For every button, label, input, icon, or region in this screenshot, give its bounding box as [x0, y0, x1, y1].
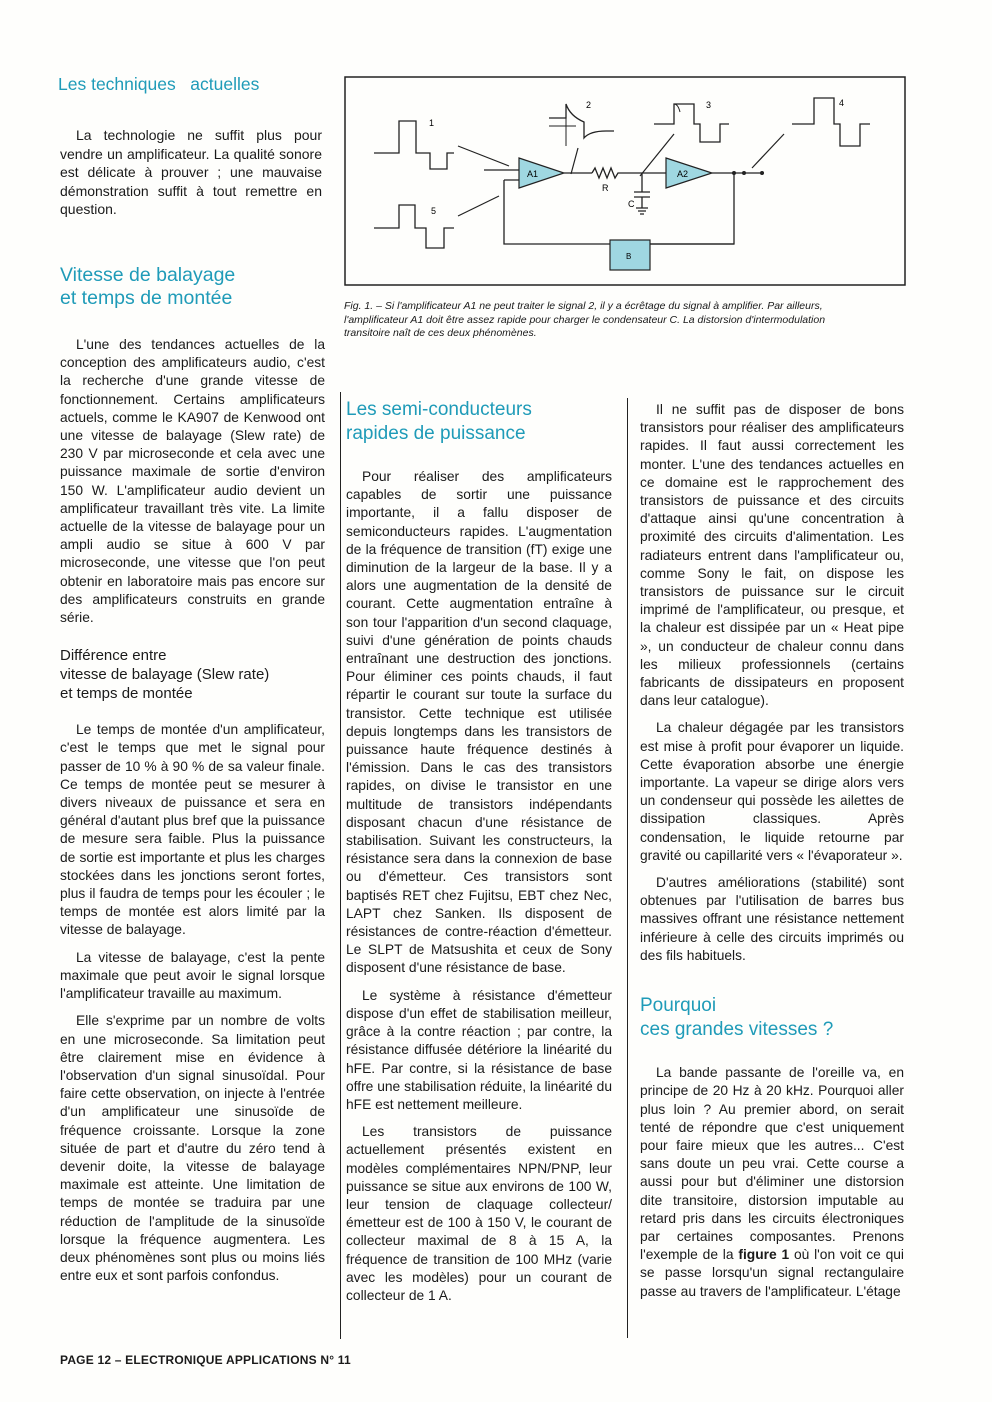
block-b-label: B — [626, 252, 632, 261]
resistor-label: R — [602, 183, 609, 193]
signal-2-label: 2 — [586, 100, 592, 110]
paragraph: La chaleur dégagée par les transistors est mise à profit pour évaporer un liquide. Cette évaporation absorbe une énergie importante. La vapeur se dirige alors vers un condenseur qui possède les ailettes de dissipation classiques. Après condensation, le liquide retourne par gravité ou capillarité vers « l'évaporateur ». — [640, 720, 904, 863]
subheading-line: vitesse de balayage (Slew rate) — [60, 666, 270, 684]
paragraph-text: où l'on voit ce qui se passe lorsqu'un signal rectangulaire passe au travers de l'amplificateur. L'étage — [640, 1247, 904, 1299]
signal-5-label: 5 — [431, 206, 437, 216]
section-heading-line: ces grandes vitesses ? — [640, 1019, 834, 1041]
section-heading-semiconducteurs — [346, 398, 612, 446]
caption-line-1: Fig. 1. – Si l'amplificateur A1 ne peut traiter le signal 2, il y a écrêtage du signal à amplifier. Par ailleurs, — [344, 300, 823, 312]
signal-3-waveform — [654, 104, 729, 142]
section-heading-pourquoi — [640, 994, 904, 1042]
page-footer: PAGE 12 – ELECTRONIQUE APPLICATIONS N° 11 — [60, 1353, 351, 1367]
amplifier-a2 — [666, 158, 712, 188]
amplifier-a1 — [519, 158, 564, 188]
signal-1-label: 1 — [429, 118, 435, 128]
paragraph: Le système à résistance d'émetteur dispose d'un effet de stabilisation meilleur, grâce à la contre réaction ; par contre, la résistance diffusée détériore la linéarité du hFE. Par contre, si la résistance de base offre une stabilisation réduite, la linéarité du hFE est nettement meilleure. — [346, 987, 612, 1112]
amplifier-a1-label: A1 — [527, 169, 539, 179]
figure-caption — [344, 300, 910, 341]
intro-heading: Les techniques actuelles — [58, 74, 260, 94]
figure-reference: figure 1 — [738, 1247, 790, 1263]
paragraph: Le temps de montée d'un amplificateur, c'est le temps que met le signal pour passer de 10 % à 90 % de sa valeur finale. Ce temps de montée peut se mesurer à divers niveaux de puissance et sera en général d'autant plus bref que la puissance de mesure sera faible. Plus la puissance de sortie est importante et plus les charges stockées dans les jonctions seront fortes, plus il faudra de temps pour les écouler ; le temps de montée est alors limité par la vitesse de balayage. — [60, 722, 325, 938]
signal-1-waveform — [374, 121, 454, 169]
paragraph: Les transistors de puissance actuellement présentés existent en modèles complémentaires NPN/PNP, leur puissance se situe aux environs de 100 W, leur tension de claquage collecteur/émetteur est de 100 à 150 V, le courant de collecteur maximal de 8 à 15 A, la fréquence de transition de 100 MHz (varie avec les modèles) pour un courant de collecteur de 1 A. — [346, 1124, 612, 1303]
signal-4-waveform — [792, 98, 870, 146]
section-heading-line: Pourquoi — [640, 995, 717, 1017]
intro-block — [58, 72, 330, 228]
subheading-difference — [60, 646, 325, 703]
signal-4-label: 4 — [839, 98, 845, 108]
column-rule — [340, 392, 341, 1339]
capacitor-label: C — [628, 199, 635, 209]
subheading-line: Différence entre — [60, 647, 167, 665]
column-rule — [627, 398, 628, 1338]
paragraph — [640, 1064, 904, 1301]
caption-line-2: l'amplificateur A1 doit être assez rapide pour charger le condensateur C. La distorsion d'intermodulation — [344, 313, 826, 326]
paragraph: Elle s'exprime par un nombre de volts en une microseconde. Sa limitation peut être clairement mise en évidence à l'observation d'un signal sinusoïdal. Pour faire cette observation, on injecte à l'entrée d'un amplificateur une sinusoïde de fréquence croissante. Lorsque la zone située de part et d'autre du zéro tend à devenir doite, la vitesse de balayage maximale est atteinte. Une limitation de temps de montée se traduira par une réduction de l'amplitude de la sinusoïde lorsque la fréquence augmentera. Les deux phénomènes sont plus ou moins liés entre eux et sont parfois confondus. — [60, 1013, 325, 1284]
subheading-line: et temps de montée — [60, 685, 193, 703]
section-heading-line: et temps de montée — [60, 287, 233, 309]
paragraph-text: La bande passante de l'oreille va, en principe de 20 Hz à 20 kHz. Pourquoi aller plus loin ? Au premier abord, on serait tenté de répondre que c'est uniquement pour faire mieux que les autres... C'est sans doute un peu vrai. Cette course a aussi pour but d'éliminer une distorsion dite transitoire, distorsion imputable au retard pris dans les circuits électroniques par certaines composantes. Prenons l'exemple de la — [640, 1065, 904, 1263]
paragraph: L'une des tendances actuelles de la conception des amplificateurs audio, c'est la recherche d'une grande vitesse de fonctionnement. Certains amplificateurs actuels, comme le KA907 de Kenwood ont une vitesse de balayage (Slew rate) de 230 V par microseconde et cela avec une puissance maximale de sortie d'environ 150 W. L'amplificateur audio devient un amplificateur travaillant très vite. La limite actuelle de la vitesse de balayage pour un ampli audio se situe à 600 V par microseconde, une vitesse que l'on peut obtenir en laboratoire mais pas encore sur des amplificateurs construits en grande série. — [60, 337, 325, 626]
column-left — [60, 264, 325, 1294]
paragraph: Il ne suffit pas de disposer de bons transistors pour réaliser des amplificateurs rapides. Il faut aussi correctement les monter. L'une des tendances actuelles en ce domaine est le rapprochement des transistors de puissance et des circuits d'attaque ainsi qu'une concentration à proximité des circuits d'alimentation. Les radiateurs entrent dans l'amplificateur ou, comme Sony le fait, on dispose les transistors de puissance sur le circuit imprimé de l'amplificateur, ou presque, et la chaleur est dissipée par un « Heat pipe », un conducteur de chaleur connu dans les milieux professionnels (certains fabricants de dissipateurs en proposent dans leur catalogue). — [640, 402, 904, 709]
section-heading-line: Les semi-conducteurs — [346, 399, 532, 420]
intro-text: La technologie ne suffit plus pour vendre un amplificateur. La qualité sonore est délicate à prouver ; une mauvaise démonstration suffit à tout remettre en question. — [60, 127, 322, 218]
figure-1 — [344, 76, 906, 339]
circuit-diagram — [344, 76, 906, 286]
section-heading-vitesse — [60, 264, 325, 310]
capacitor-c — [634, 173, 650, 214]
resistor-r — [592, 168, 666, 178]
column-middle — [346, 398, 612, 1314]
column-right — [640, 401, 904, 1310]
section-heading-line: Vitesse de balayage — [60, 264, 236, 286]
paragraph: Pour réaliser des amplificateurs capables de sortir une puissance importante, il a fallu disposer de semiconducteurs rapides. L'augmentation de la fréquence de transition (fT) exige une diminution de la largeur de la base. Il y a alors une augmentation de la densité de courant. Cette augmentation entraîne à son tour l'apparition d'un second claquage, suivi d'une génération de points chauds entraînant une destruction des jonctions. Pour éliminer ces points chauds, il faut répartir le courant sur toute la surface du transistor. Cette technique est utilisée depuis longtemps dans les transistors de puissance haute fréquence destinés à l'émission. Dans le cas des transistors rapides, on divise le transistor en une multitude de transistors indépendants disposant chacun d'une résistance de stabilisation. Suivant les constructeurs, la résistance sera dans la connexion de base ou d'émetteur. Ces transistors sont baptisés RET chez Fujitsu, EBT chez Nec, LAPT chez Sanken. Ils disposent de résistances de contre-réaction d'émetteur. Le SLPT de Matsushita et ceux de Sony disposent d'une résistance de base. — [346, 469, 612, 976]
signal-3-label: 3 — [706, 100, 712, 110]
paragraph: La vitesse de balayage, c'est la pente maximale que peut avoir le signal lorsque l'amplificateur travaille au maximum. — [60, 949, 325, 1002]
caption-line-3: transitoire naît de ces deux phénomènes. — [344, 327, 537, 339]
paragraph: D'autres améliorations (stabilité) sont obtenues par l'utilisation de barres bus massives offrant une résistance nettement inférieure à celle des circuits imprimés ou des fils habituels. — [640, 875, 904, 963]
signal-2-axis — [549, 104, 576, 146]
signal-5-waveform — [374, 205, 454, 248]
signal-2-waveform — [549, 104, 614, 138]
section-heading-line: rapides de puissance — [346, 423, 526, 444]
amplifier-a2-label: A2 — [677, 169, 689, 179]
